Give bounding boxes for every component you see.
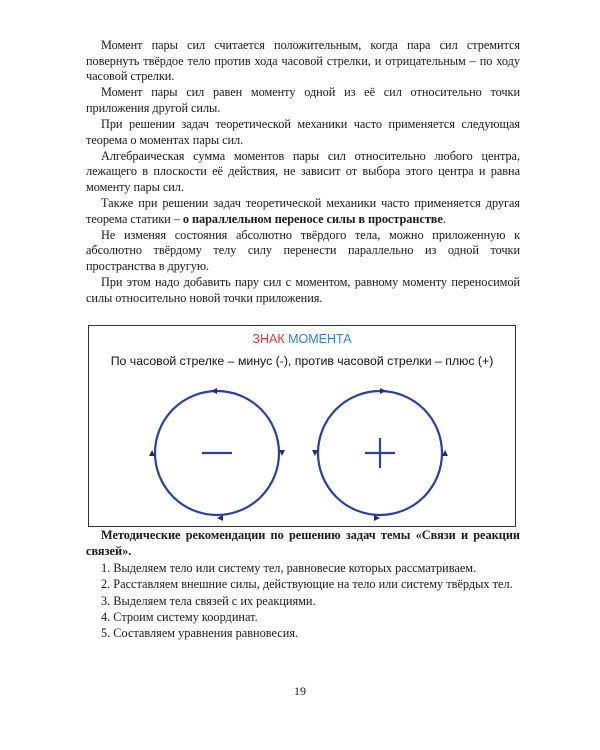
paragraph-2: Момент пары сил равен моменту одной из её сил относительно точки приложения другой силы. [86,85,520,115]
step-5: 5. Составляем уравнения равновесия. [101,626,299,640]
paragraph-3: При решении задач теоретической механики часто применяется следующая теорема о моментах пары сил. [86,116,520,147]
counterclockwise-circle [312,388,448,521]
arrow-top-ccw-icon [380,388,386,394]
body-text [86,38,520,307]
paragraph-6: Не изменяя состояния абсолютно твёрдого тела, можно приложенную к абсолютно твёрдому телу силу перенести параллельно из одной точки пространства в другую. [86,227,520,273]
clockwise-arrow-icons [149,388,285,521]
arrow-top-icon [211,388,217,394]
paragraph-4: Алгебраическая сумма моментов пары сил относительно любого центра, лежащего в плоскости её действия, не зависит от выбора этого центра и равна моменту пары сил. [86,148,520,194]
theorem-name: о параллельном переносе силы в пространстве [182,211,443,226]
step-1: 1. Выделяем тело или систему тел, равновесие которых рассматриваем. [101,561,477,576]
step-3: 3. Выделяем тела связей с их реакциями. [101,593,316,608]
paragraph-1: Момент пары сил считается положительным, когда пара сил стремится повернуть твёрдое тело против хода часовой стрелки, и отрицательным – по ходу часовой стрелки. [86,38,520,84]
figure-diagram [89,326,517,528]
paragraph-5-text: Также при решении задач теоретической механики часто применяется другая теорема статики – [86,195,520,226]
clockwise-circle [149,388,285,521]
paragraph-7: При этом надо добавить пару сил с моментом, равному моменту переносимой силы относительно новой точки приложения. [86,274,520,305]
step-2: 2. Расставляем внешние силы, действующие на тело или систему твёрдых тел. [101,577,513,592]
figure-subtitle: По часовой стрелке – минус (-), против часовой стрелки – плюс (+) [110,354,494,368]
paragraph-5 [86,196,520,227]
step-4: 4. Строим систему координат. [101,609,258,624]
method-heading: Методические рекомендации по решению задач темы «Связи и реакции связей». [86,528,520,558]
moment-sign-figure [88,325,516,527]
figure-title-word1: ЗНАК [252,332,285,346]
paragraph-5-end: . [442,211,446,226]
page-number: 19 [294,684,306,698]
method-section [86,528,520,641]
figure-title-word2: МОМЕНТА [288,332,352,346]
